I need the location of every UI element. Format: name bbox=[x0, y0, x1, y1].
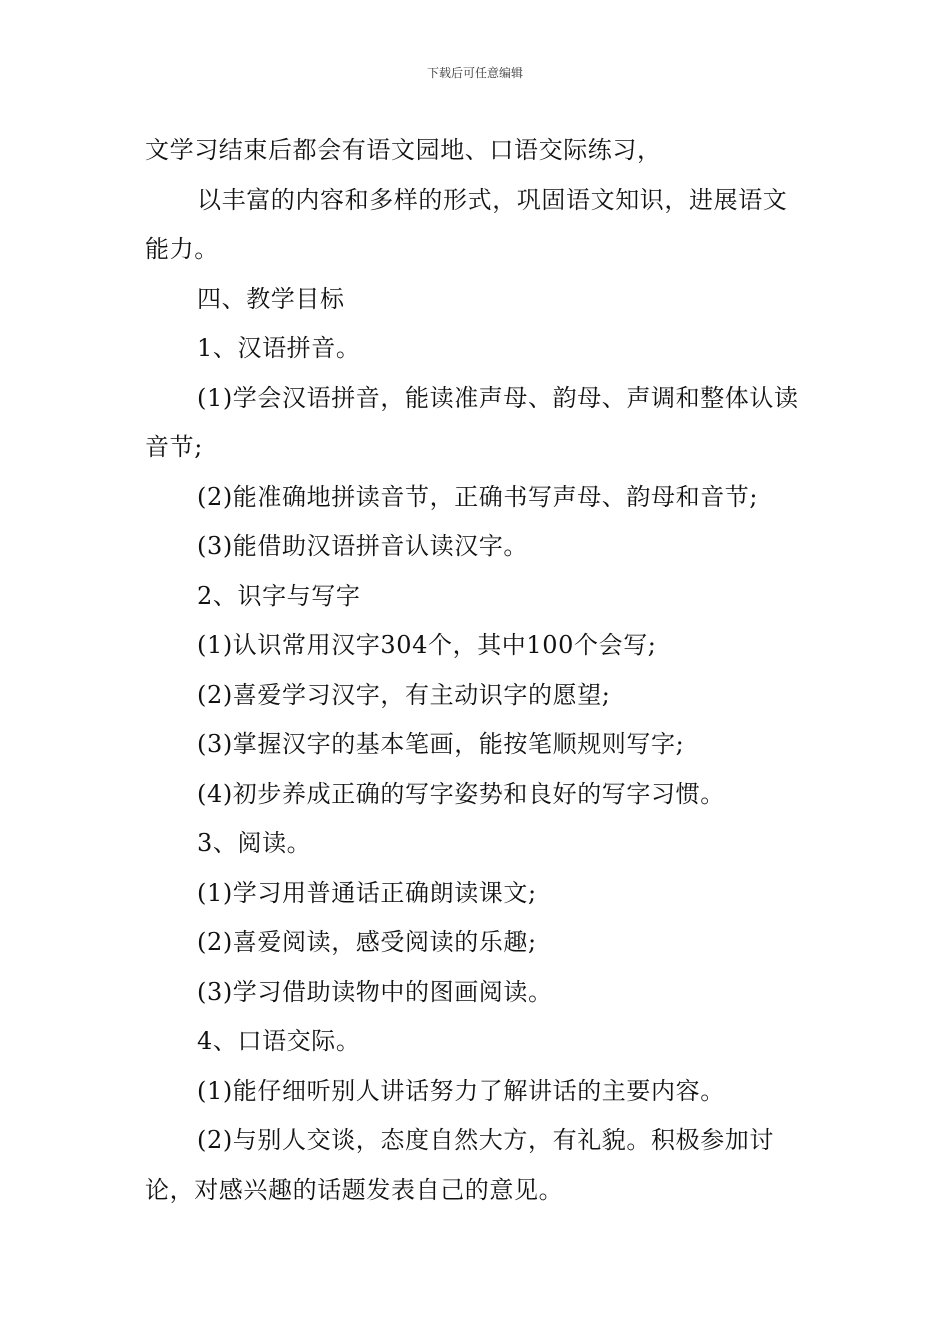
list-item: (2)喜爱学习汉字，有主动识字的愿望; bbox=[197, 680, 611, 709]
list-item: (2)能准确地拼读音节，正确书写声母、韵母和音节; bbox=[197, 482, 759, 511]
document-body bbox=[145, 126, 810, 1215]
paragraph: 以丰富的内容和多样的形式，巩固语文知识，进展语文能力。 bbox=[145, 185, 788, 263]
subsection-heading: 1、汉语拼音。 bbox=[197, 334, 361, 362]
list-item: (1)学习用普通话正确朗读课文; bbox=[197, 878, 537, 907]
list-item: (1)学会汉语拼音，能读准声母、韵母、声调和整体认读音节; bbox=[145, 383, 799, 461]
subsection-heading: 3、阅读。 bbox=[197, 829, 312, 857]
list-item: (3)能借助汉语拼音认读汉字。 bbox=[197, 532, 528, 560]
page-header: 下载后可任意编辑 bbox=[426, 66, 523, 80]
subsection-heading: 2、识字与写字 bbox=[197, 581, 361, 610]
subsection-heading: 4、口语交际。 bbox=[197, 1027, 361, 1055]
list-item: (2)与别人交谈，态度自然大方，有礼貌。积极参加讨论，对感兴趣的话题发表自己的意见。 bbox=[145, 1126, 774, 1204]
list-item: (3)掌握汉字的基本笔画，能按笔顺规则写字; bbox=[197, 730, 685, 758]
list-item: (4)初步养成正确的写字姿势和良好的写字习惯。 bbox=[197, 779, 725, 808]
list-item: (1)能仔细听别人讲话努力了解讲话的主要内容。 bbox=[197, 1076, 725, 1105]
list-item: (2)喜爱阅读，感受阅读的乐趣; bbox=[197, 928, 537, 956]
section-heading: 四、教学目标 bbox=[197, 284, 345, 313]
list-item: (3)学习借助读物中的图画阅读。 bbox=[197, 977, 553, 1006]
paragraph: 文学习结束后都会有语文园地、口语交际练习， bbox=[145, 136, 662, 164]
list-item: (1)认识常用汉字304个，其中100个会写; bbox=[197, 631, 657, 659]
